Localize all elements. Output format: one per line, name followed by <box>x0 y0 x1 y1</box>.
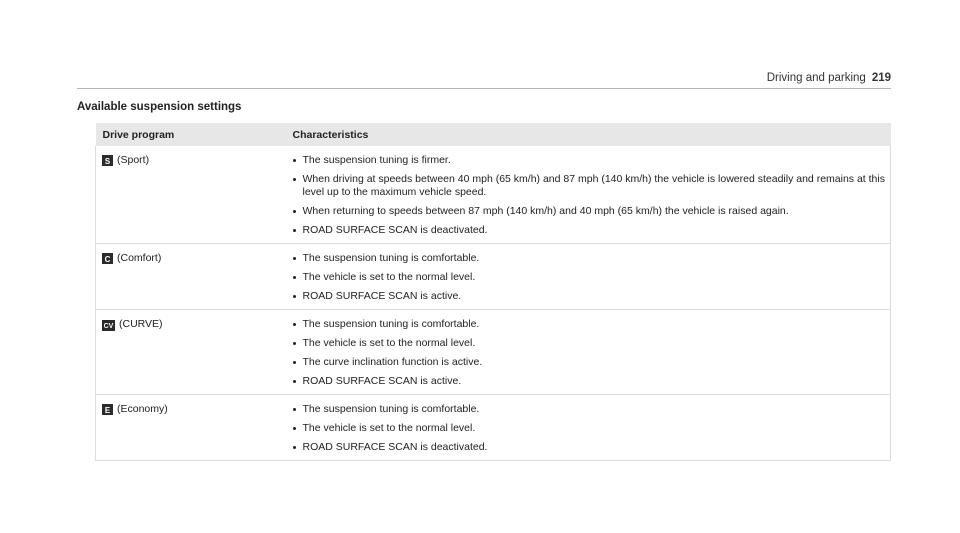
program-label: (CURVE) <box>119 318 163 330</box>
characteristics-list <box>293 403 891 454</box>
characteristics-cell <box>286 395 891 461</box>
header-section-title: Driving and parking <box>766 72 866 84</box>
list-item: When returning to speeds between 87 mph (140 km/h) and 40 mph (65 km/h) the vehicle is raised again. <box>293 205 891 218</box>
list-item: The suspension tuning is comfortable. <box>293 318 891 331</box>
column-header-drive-program: Drive program <box>96 123 286 146</box>
list-item: ROAD SURFACE SCAN is active. <box>293 290 891 303</box>
list-item: When driving at speeds between 40 mph (65 km/h) and 87 mph (140 km/h) the vehicle is lowered steadily and remains at this level up to the maximum vehicle speed. <box>293 173 891 199</box>
list-item: The curve inclination function is active. <box>293 356 891 369</box>
comfort-mode-icon: C <box>102 253 113 264</box>
program-cell <box>96 146 286 244</box>
program-label: (Sport) <box>117 154 150 166</box>
list-item: The suspension tuning is comfortable. <box>293 403 891 416</box>
section-title: Available suspension settings <box>77 101 242 113</box>
list-item: ROAD SURFACE SCAN is active. <box>293 375 891 388</box>
characteristics-list <box>293 154 891 237</box>
characteristics-cell <box>286 244 891 310</box>
column-header-characteristics: Characteristics <box>286 123 891 146</box>
table-header-row <box>96 123 891 146</box>
characteristics-cell <box>286 146 891 244</box>
economy-mode-icon: E <box>102 404 113 415</box>
page-number: 219 <box>871 72 891 84</box>
program-cell <box>96 310 286 395</box>
program-label: (Economy) <box>117 403 168 415</box>
list-item: The suspension tuning is comfortable. <box>293 252 891 265</box>
program-cell <box>96 244 286 310</box>
header-text <box>767 72 891 84</box>
list-item: The suspension tuning is firmer. <box>293 154 891 167</box>
list-item: The vehicle is set to the normal level. <box>293 271 891 284</box>
curve-mode-icon: CV <box>102 320 115 331</box>
page-header <box>77 72 891 89</box>
characteristics-cell <box>286 310 891 395</box>
characteristics-list <box>293 318 891 388</box>
table-row-sport <box>96 146 891 244</box>
table-row-comfort <box>96 244 891 310</box>
list-item: The vehicle is set to the normal level. <box>293 337 891 350</box>
table-row-curve <box>96 310 891 395</box>
list-item: ROAD SURFACE SCAN is deactivated. <box>293 441 891 454</box>
list-item: ROAD SURFACE SCAN is deactivated. <box>293 224 891 237</box>
sport-mode-icon: S <box>102 155 113 166</box>
list-item: The vehicle is set to the normal level. <box>293 422 891 435</box>
suspension-settings-table <box>95 123 891 461</box>
program-cell <box>96 395 286 461</box>
table-row-economy <box>96 395 891 461</box>
program-label: (Comfort) <box>117 252 162 264</box>
characteristics-list <box>293 252 891 303</box>
